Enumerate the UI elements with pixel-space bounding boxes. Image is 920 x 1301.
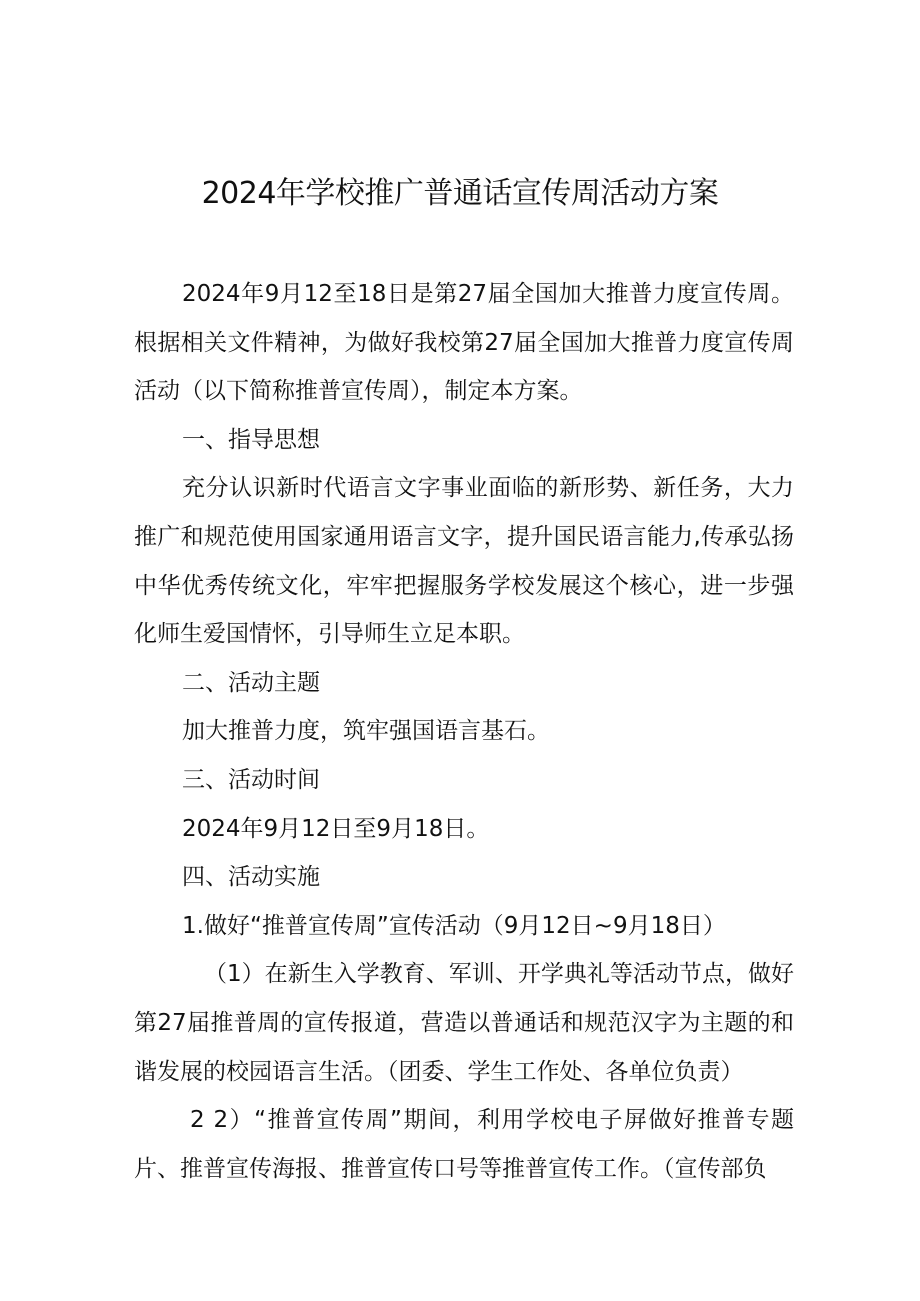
section-heading-theme: 二、活动主题: [182, 669, 320, 696]
guiding-ideology-paragraph: 充分认识新时代语言文字事业面临的新形势、新任务，大力推广和规范使用国家通用语言文字，提升国民语言能力,传承弘扬中华优秀传统文化，牢牢把握服务学校发展这个核心，进一步强化师生爱国情怀，引导师生立足本职。: [134, 475, 794, 648]
implementation-item-1: 1.做好“推普宣传周”宣传活动（9月12日~9月18日）: [182, 912, 726, 939]
theme-paragraph: 加大推普力度，筑牢强国语言基石。: [182, 718, 550, 745]
time-paragraph: 2024年9月12日至9月18日。: [182, 815, 490, 842]
intro-paragraph: 2024年9月12至18日是第27届全国加大推普力度宣传周。根据相关文件精神，为做好我校第27届全国加大推普力度宣传周活动（以下简称推普宣传周），制定本方案。: [134, 281, 794, 405]
section-heading-implementation: 四、活动实施: [182, 864, 320, 891]
section-heading-guiding-ideology: 一、指导思想: [182, 426, 320, 453]
section-heading-time: 三、活动时间: [182, 766, 320, 793]
implementation-subitem-1: （1）在新生入学教育、军训、开学典礼等活动节点，做好第27届推普周的宣传报道，营造以普通话和规范汉字为主题的和谐发展的校园语言生活。（团委、学生工作处、各单位负责）: [134, 961, 794, 1085]
document-title: 2024年学校推广普通话宣传周活动方案: [201, 176, 719, 211]
document-body: [134, 270, 794, 1193]
implementation-subitem-2: 2 2）“推普宣传周”期间，利用学校电子屏做好推普专题片、推普宣传海报、推普宣传口号等推普宣传工作。（宣传部负: [134, 1107, 794, 1182]
